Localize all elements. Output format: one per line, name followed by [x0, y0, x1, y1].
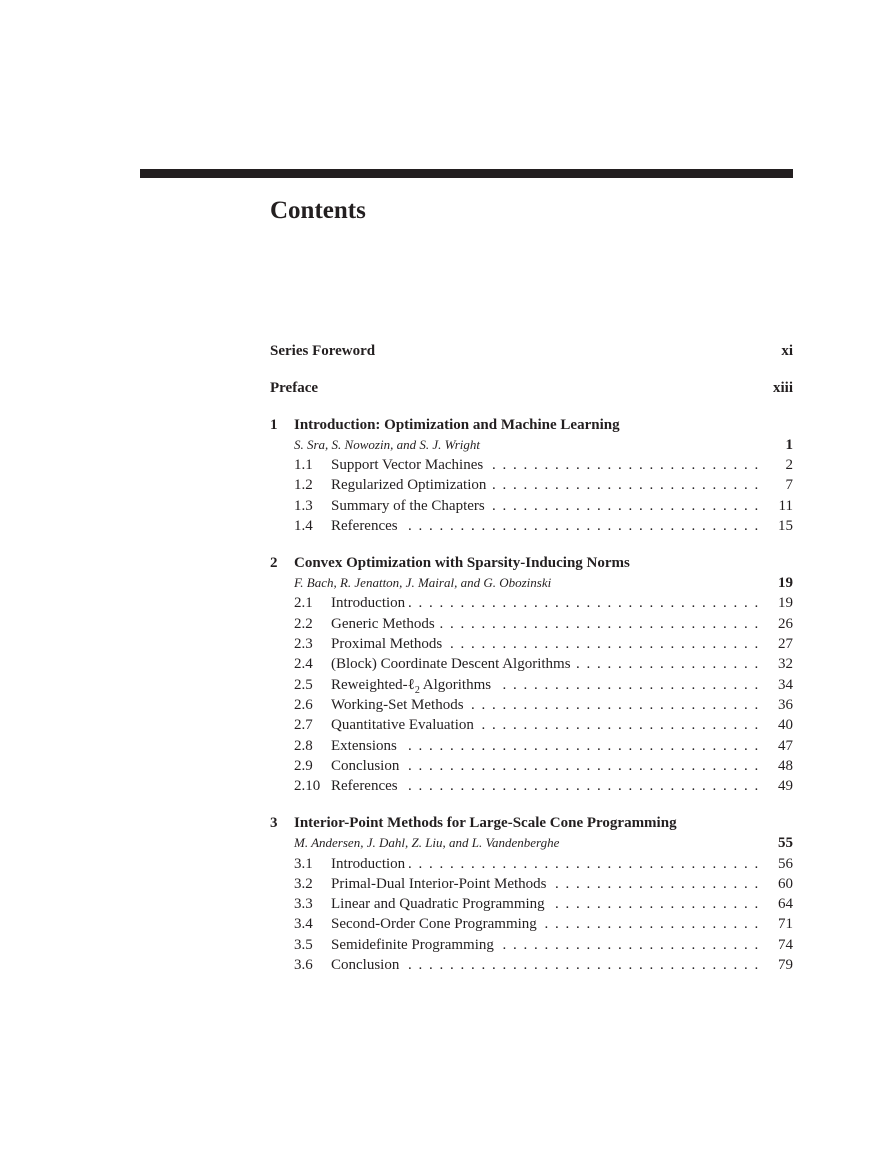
chapter-authors-row — [270, 833, 793, 853]
section-entry[interactable] — [270, 475, 793, 495]
section-title-text: Generic Methods — [331, 615, 435, 632]
section-number: 3.6 — [294, 957, 313, 974]
chapter-title: Introduction: Optimization and Machine Learning — [294, 416, 620, 433]
entry-page: xiii — [772, 379, 793, 396]
dot-leader — [468, 695, 765, 715]
section-page: 71 — [778, 916, 793, 933]
dot-leader — [575, 654, 765, 674]
section-entry[interactable] — [270, 776, 793, 796]
section-page: 49 — [778, 778, 793, 795]
section-title-text: Summary of the Chapters — [331, 497, 485, 514]
toc-entry-series-foreword[interactable] — [270, 341, 793, 361]
section-entry[interactable] — [270, 455, 793, 475]
table-of-contents — [270, 341, 793, 975]
dot-leader — [446, 634, 765, 654]
section-title — [331, 675, 491, 695]
section-number: 3.2 — [294, 875, 313, 892]
dot-leader — [403, 756, 765, 776]
section-page: 60 — [778, 875, 793, 892]
section-number: 2.4 — [294, 656, 313, 673]
entry-title: Preface — [270, 379, 319, 396]
section-entry[interactable] — [270, 675, 793, 695]
chapter-page: 19 — [778, 575, 793, 592]
chapter-number: 2 — [270, 554, 278, 571]
section-title-text: Extensions — [331, 737, 397, 754]
section-page: 19 — [778, 595, 793, 612]
section-title — [331, 914, 537, 934]
chapter-authors-row — [270, 573, 793, 593]
section-title-text: Semidefinite Programming — [331, 936, 494, 953]
chapter-title: Convex Optimization with Sparsity-Inducing Norms — [294, 554, 630, 571]
section-title-subscript: 2 — [414, 684, 420, 696]
section-title-text: Regularized Optimization — [331, 477, 487, 494]
page-title: Contents — [270, 197, 366, 224]
section-entry[interactable] — [270, 593, 793, 613]
section-title-text: Working-Set Methods — [331, 696, 464, 713]
dot-leader — [495, 675, 765, 695]
section-entry[interactable] — [270, 695, 793, 715]
section-title-text: Primal-Dual Interior-Point Methods — [331, 875, 547, 892]
section-title — [331, 516, 398, 536]
section-number: 2.7 — [294, 717, 313, 734]
section-entry[interactable] — [270, 894, 793, 914]
chapter-heading[interactable] — [270, 553, 793, 573]
dot-leader — [402, 516, 765, 536]
header-rule — [140, 169, 793, 178]
section-title — [331, 614, 435, 634]
section-title-text: Linear and Quadratic Programming — [331, 896, 545, 913]
section-entry[interactable] — [270, 854, 793, 874]
chapter-title: Interior-Point Methods for Large-Scale Cone Programming — [294, 814, 677, 831]
dot-leader — [551, 874, 765, 894]
chapter-list — [270, 398, 793, 975]
section-title-text: Second-Order Cone Programming — [331, 916, 537, 933]
section-title-text: Conclusion — [331, 957, 400, 974]
dot-leader — [498, 935, 765, 955]
section-title — [331, 854, 405, 874]
section-title-text: (Block) Coordinate Descent Algorithms — [331, 656, 571, 673]
section-title-text: Introduction — [331, 595, 406, 612]
section-entry[interactable] — [270, 955, 793, 975]
chapter-heading[interactable] — [270, 415, 793, 435]
dot-leader — [541, 914, 765, 934]
section-page: 15 — [778, 518, 793, 535]
section-entry[interactable] — [270, 614, 793, 634]
section-title — [331, 715, 474, 735]
chapter-page: 55 — [778, 835, 793, 852]
section-number: 2.2 — [294, 615, 313, 632]
section-page: 47 — [778, 737, 793, 754]
chapter-authors-row — [270, 435, 793, 455]
section-entry[interactable] — [270, 874, 793, 894]
toc-entry-preface[interactable] — [270, 378, 793, 398]
section-number: 1.3 — [294, 497, 313, 514]
section-title-text: Conclusion — [331, 757, 400, 774]
dot-leader — [487, 455, 765, 475]
dot-leader — [490, 475, 765, 495]
section-page: 36 — [778, 696, 793, 713]
section-page: 34 — [778, 676, 793, 693]
section-title-text: References — [331, 778, 398, 795]
section-number: 3.1 — [294, 855, 313, 872]
section-entry[interactable] — [270, 654, 793, 674]
section-title-text: Introduction — [331, 855, 406, 872]
section-page: 27 — [778, 636, 793, 653]
section-title-text: Reweighted-ℓ — [331, 676, 415, 693]
chapter-authors: M. Andersen, J. Dahl, Z. Liu, and L. Vandenberghe — [294, 835, 560, 851]
section-title — [331, 776, 398, 796]
section-title — [331, 955, 399, 975]
section-number: 1.2 — [294, 477, 313, 494]
section-entry[interactable] — [270, 496, 793, 516]
section-number: 2.10 — [294, 778, 321, 795]
dot-leader — [403, 955, 765, 975]
section-page: 48 — [778, 757, 793, 774]
section-number: 1.4 — [294, 518, 313, 535]
section-number: 2.3 — [294, 636, 313, 653]
chapter-heading[interactable] — [270, 813, 793, 833]
section-page: 11 — [778, 497, 793, 514]
dot-leader — [549, 894, 765, 914]
section-entry[interactable] — [270, 756, 793, 776]
section-number: 1.1 — [294, 457, 313, 474]
dot-leader — [478, 715, 765, 735]
chapter-authors: S. Sra, S. Nowozin, and S. J. Wright — [294, 436, 480, 452]
section-number: 3.5 — [294, 936, 313, 953]
section-title — [331, 874, 547, 894]
section-title — [331, 894, 545, 914]
section-title — [331, 736, 397, 756]
section-title-text: Support Vector Machines — [331, 457, 484, 474]
chapter-page: 1 — [785, 436, 793, 453]
section-title — [331, 654, 571, 674]
section-title — [331, 475, 486, 495]
section-number: 2.5 — [294, 676, 313, 693]
section-title — [331, 756, 399, 776]
section-title-suffix: Algorithms — [419, 676, 492, 693]
dot-leader — [402, 776, 765, 796]
section-number: 2.9 — [294, 757, 313, 774]
dot-leader — [409, 593, 765, 613]
dot-leader — [401, 736, 765, 756]
section-page: 32 — [778, 656, 793, 673]
section-title — [331, 634, 442, 654]
section-title-text: References — [331, 518, 398, 535]
section-entry[interactable] — [270, 935, 793, 955]
section-number: 3.4 — [294, 916, 313, 933]
section-page: 26 — [778, 615, 793, 632]
dot-leader — [439, 614, 765, 634]
dot-leader — [489, 496, 765, 516]
chapter-number: 3 — [270, 814, 278, 831]
section-entry[interactable] — [270, 914, 793, 934]
section-title-text: Proximal Methods — [331, 636, 443, 653]
section-title — [331, 455, 483, 475]
section-entry[interactable] — [270, 516, 793, 536]
dot-leader — [409, 854, 765, 874]
section-title-text: Quantitative Evaluation — [331, 717, 474, 734]
section-page: 74 — [778, 936, 793, 953]
section-number: 2.1 — [294, 595, 313, 612]
section-title — [331, 695, 464, 715]
entry-page: xi — [781, 343, 793, 359]
section-page: 2 — [785, 457, 793, 474]
section-entry[interactable] — [270, 634, 793, 654]
section-page: 56 — [778, 855, 793, 872]
entry-title: Series Foreword — [270, 343, 376, 359]
section-number: 3.3 — [294, 896, 313, 913]
section-number: 2.6 — [294, 696, 313, 713]
section-title — [331, 496, 485, 516]
section-page: 79 — [778, 957, 793, 974]
section-title — [331, 935, 494, 955]
chapter-number: 1 — [270, 416, 278, 433]
section-page: 64 — [778, 896, 793, 913]
section-page: 7 — [785, 477, 793, 494]
section-number: 2.8 — [294, 737, 313, 754]
section-entry[interactable] — [270, 736, 793, 756]
section-title — [331, 593, 405, 613]
section-page: 40 — [778, 717, 793, 734]
chapter-authors: F. Bach, R. Jenatton, J. Mairal, and G. Obozinski — [294, 575, 552, 591]
section-entry[interactable] — [270, 715, 793, 735]
